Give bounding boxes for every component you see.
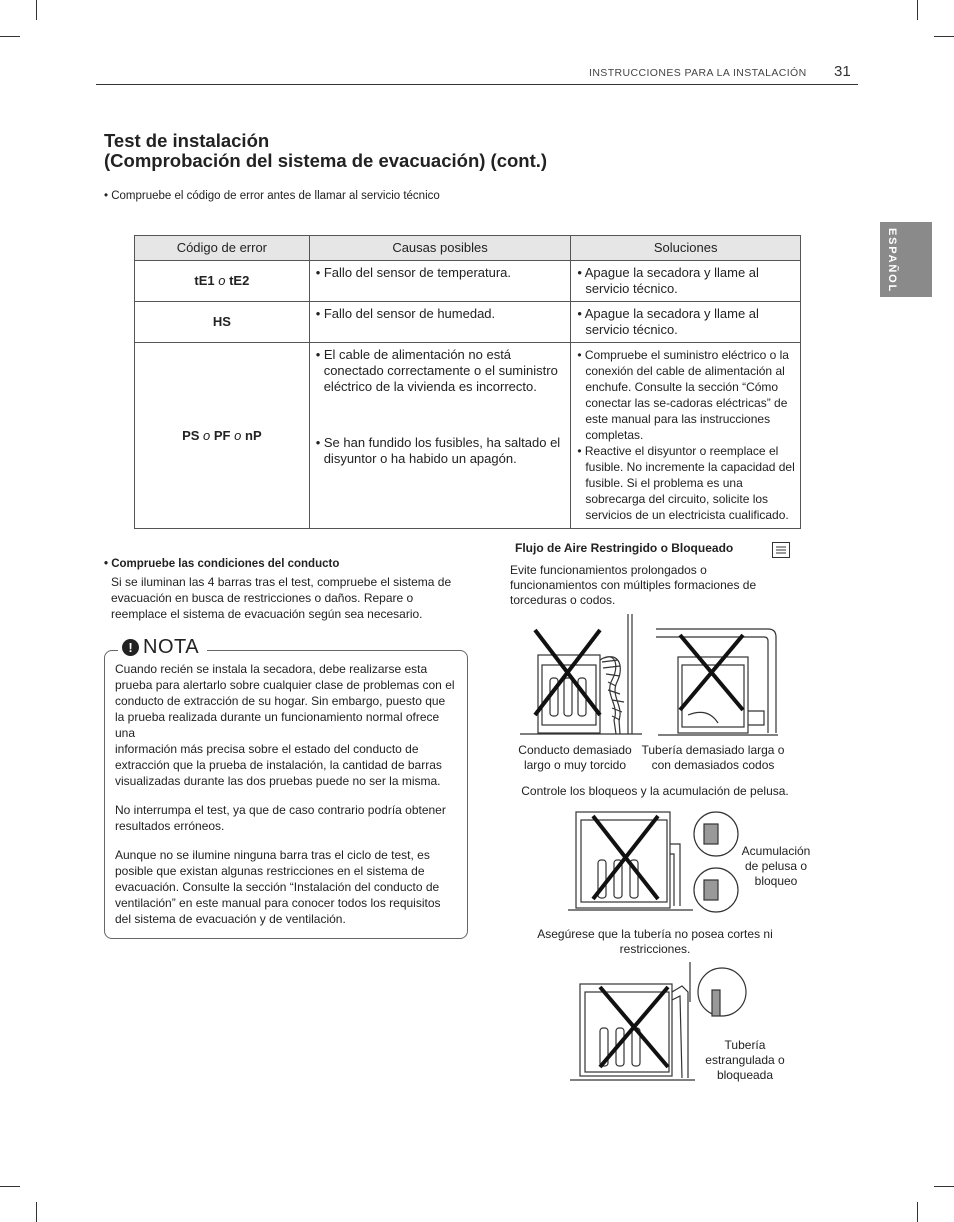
page-title bbox=[104, 131, 547, 171]
figure-caption: Tubería estrangulada o bloqueada bbox=[705, 1038, 785, 1082]
crop-mark bbox=[36, 1202, 37, 1222]
title-line-2: (Comprobación del sistema de evacuación) (cont.) bbox=[104, 150, 548, 171]
column-header: Código de error bbox=[135, 236, 310, 261]
crop-mark bbox=[0, 36, 20, 37]
cause-cell: • Fallo del sensor de temperatura. bbox=[309, 261, 571, 302]
conduct-check-heading: • Compruebe las condiciones del conducto bbox=[104, 558, 340, 570]
column-header: Causas posibles bbox=[309, 236, 571, 261]
note-paragraph: información más precisa sobre el estado del conducto de extracción que la prueba de instalación, la cantidad de barras visualizadas durante las dos pruebas puede no ser la misma. bbox=[115, 742, 442, 788]
table-row bbox=[135, 343, 801, 529]
cause-cell: • Fallo del sensor de humedad. bbox=[309, 302, 571, 343]
note-paragraph: No interrumpa el test, ya que de caso contrario podría obtener resultados erróneos. bbox=[115, 803, 446, 833]
exclamation-icon: ! bbox=[122, 639, 139, 656]
title-line-1: Test de instalación bbox=[104, 130, 270, 151]
crop-mark bbox=[36, 0, 37, 20]
crop-mark bbox=[917, 1202, 918, 1222]
running-header: INSTRUCCIONES PARA LA INSTALACIÓN bbox=[589, 67, 807, 79]
conduct-check-text: Si se iluminan las 4 barras tras el test, compruebe el sistema de evacuación en busca de restricciones o daños. Repare o reemplace el sistema de evacuación según sea necesario. bbox=[111, 575, 452, 621]
note-paragraph: Cuando recién se instala la secadora, debe realizarse esta prueba para alertarlo sobre cualquier clase de problemas con el conducto de extracción de su hogar. Sin embargo, puesto que la prueba realizada durante un funcionamiento normal ofrece una bbox=[115, 662, 455, 740]
crop-mark bbox=[0, 1186, 20, 1187]
dryer-duct-too-long-illustration bbox=[520, 610, 645, 742]
header-rule bbox=[96, 84, 858, 85]
error-code: HS bbox=[135, 302, 310, 343]
figure-caption: Tubería demasiado larga o con demasiados codos bbox=[641, 743, 785, 772]
language-tab bbox=[880, 222, 932, 297]
lint-check-text: Controle los bloqueos y la acumulación de pelusa. bbox=[521, 784, 789, 798]
figure-caption: Acumulación de pelusa o bloqueo bbox=[741, 844, 811, 888]
column-header: Soluciones bbox=[571, 236, 801, 261]
cause-cell: • El cable de alimentación no está conectado correctamente o el suministro eléctrico de la vivienda es incorrecto. • Se han fundido los fusibles, ha saltado el disyuntor o ha habido un apagón. bbox=[309, 343, 571, 529]
crop-mark bbox=[934, 1186, 954, 1187]
airflow-text: Evite funcionamientos prolongados o funcionamientos con múltiples formaciones de torceduras o codos. bbox=[510, 563, 757, 607]
note-heading bbox=[118, 636, 207, 659]
error-code-table bbox=[134, 235, 801, 529]
solution-cell: • Apague la secadora y llame al servicio técnico. bbox=[571, 302, 801, 343]
note-paragraph: Aunque no se ilumine ninguna barra tras el ciclo de test, es posible que existan algunas restricciones en el sistema de evacuación. Consulte la sección “Instalación del conducto de ventilación” en este manual para conocer todos los requisitos del sistema de evacuación y de ventilación. bbox=[115, 848, 441, 926]
table-row bbox=[135, 261, 801, 302]
dryer-pipe-too-long-illustration bbox=[648, 615, 783, 741]
crop-mark bbox=[934, 36, 954, 37]
figure-caption: Conducto demasiado largo o muy torcido bbox=[518, 743, 632, 772]
language-tab-label: ESPAÑOL bbox=[886, 228, 898, 293]
crop-mark bbox=[917, 0, 918, 20]
intro-note: • Compruebe el código de error antes de llamar al servicio técnico bbox=[104, 190, 440, 202]
solution-cell: • Compruebe el suministro eléctrico o la conexión del cable de alimentación al enchufe. Consulte la sección “Cómo conectar las se-cadoras eléctricas” de este manual para las instrucciones completas. • Reactive el disyuntor o reemplace el fusible. No incremente la capacidad del fusible. Si el problema es una sobrecarga del circuito, solicite los servicios de un electricista cualificado. bbox=[571, 343, 801, 529]
menu-list-icon bbox=[772, 542, 790, 558]
lint-buildup-illustration bbox=[568, 804, 743, 916]
solution-cell: • Apague la secadora y llame al servicio técnico. bbox=[571, 261, 801, 302]
table-header-row bbox=[135, 236, 801, 261]
page-number: 31 bbox=[834, 63, 851, 80]
table-row bbox=[135, 302, 801, 343]
airflow-heading: Flujo de Aire Restringido o Bloqueado bbox=[515, 541, 734, 555]
pipe-check-text: Asegúrese que la tubería no posea cortes ni restricciones. bbox=[537, 927, 773, 956]
note-label: NOTA bbox=[143, 636, 200, 658]
error-code: tE1 o tE2 bbox=[135, 261, 310, 302]
error-code: PS o PF o nP bbox=[135, 343, 310, 529]
